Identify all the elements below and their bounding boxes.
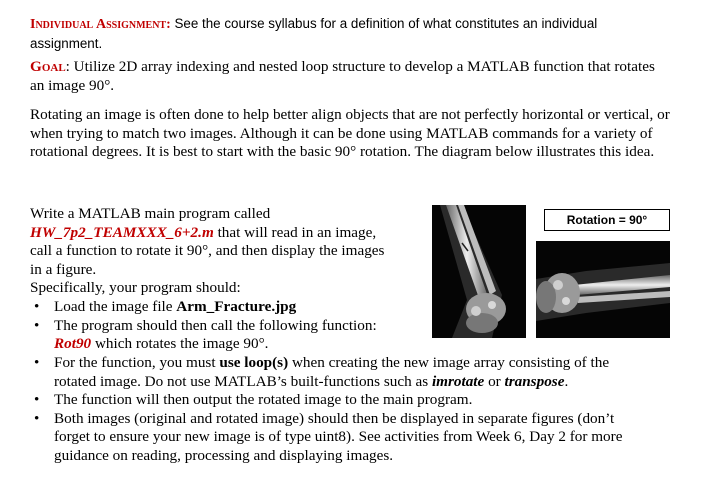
bullet-text: Load the image file xyxy=(54,298,177,315)
original-xray-image xyxy=(432,205,526,338)
list-item: • Both images (original and rotated image) should then be displayed in separate figures (don’t forget to ensure your new image is of type uint8). See activities from Week 6, Day 2 for more guidance on reading, processing and displaying images. xyxy=(30,410,650,466)
loop-requirement: use loop(s) xyxy=(219,354,289,371)
rotation-label: Rotation = 90° xyxy=(544,209,670,231)
transpose-keyword: transpose xyxy=(504,372,565,390)
assignment-text: See the course syllabus for a definition of what constitutes an individual assignment. xyxy=(30,16,598,51)
bullet-text: . xyxy=(564,372,569,390)
requirements-list-top xyxy=(30,298,385,354)
function-name: Rot90 xyxy=(54,335,92,352)
intro-paragraph: Rotating an image is often done to help better align objects that are not perfectly horizontal or vertical, or when trying to match two images. Although it can be done using MATLAB commands for a variety of rotational degrees. It is best to start with the basic 90° rotation. The diagram below illustrates this idea. xyxy=(30,106,670,160)
rotation-figure xyxy=(432,205,674,339)
program-filename: HW_7p2_TEAMXXX_6+2.m xyxy=(30,223,214,241)
imrotate-keyword: imrotate xyxy=(431,372,485,390)
goal-text: : Utilize 2D array indexing and nested loop structure to develop a MATLAB function that rotates an image 90°. xyxy=(30,58,655,94)
task-text-after: that will read in an image, call a function to rotate it 90°, and then display the images in a figure. xyxy=(30,223,385,278)
task-paragraph xyxy=(30,205,385,298)
bullet-text: For the function, you must xyxy=(54,354,220,371)
list-item xyxy=(30,317,385,354)
bullet-text: The program should then call the following function: xyxy=(54,316,377,334)
list-item: • The function will then output the rotated image to the main program. xyxy=(30,391,650,410)
specifically-text: Specifically, your program should: xyxy=(30,279,241,296)
rotated-xray-image xyxy=(536,241,670,338)
assignment-note xyxy=(30,14,670,53)
bullet-text: which rotates the image 90°. xyxy=(91,335,269,352)
bullet-text: or xyxy=(484,372,505,390)
goal-label: Goal xyxy=(30,58,66,75)
goal-paragraph xyxy=(30,58,670,95)
image-filename: Arm_Fracture.jpg xyxy=(176,298,297,315)
bullet-text: when creating the new image array consisting of the rotated image. Do not use MATLAB’s built-functions such as xyxy=(54,354,610,390)
requirements-list-bottom xyxy=(30,354,650,465)
assignment-label: Individual Assignment: xyxy=(30,17,171,32)
task-text-before: Write a MATLAB main program called xyxy=(30,205,271,222)
list-item xyxy=(30,354,650,391)
list-item xyxy=(30,298,385,317)
